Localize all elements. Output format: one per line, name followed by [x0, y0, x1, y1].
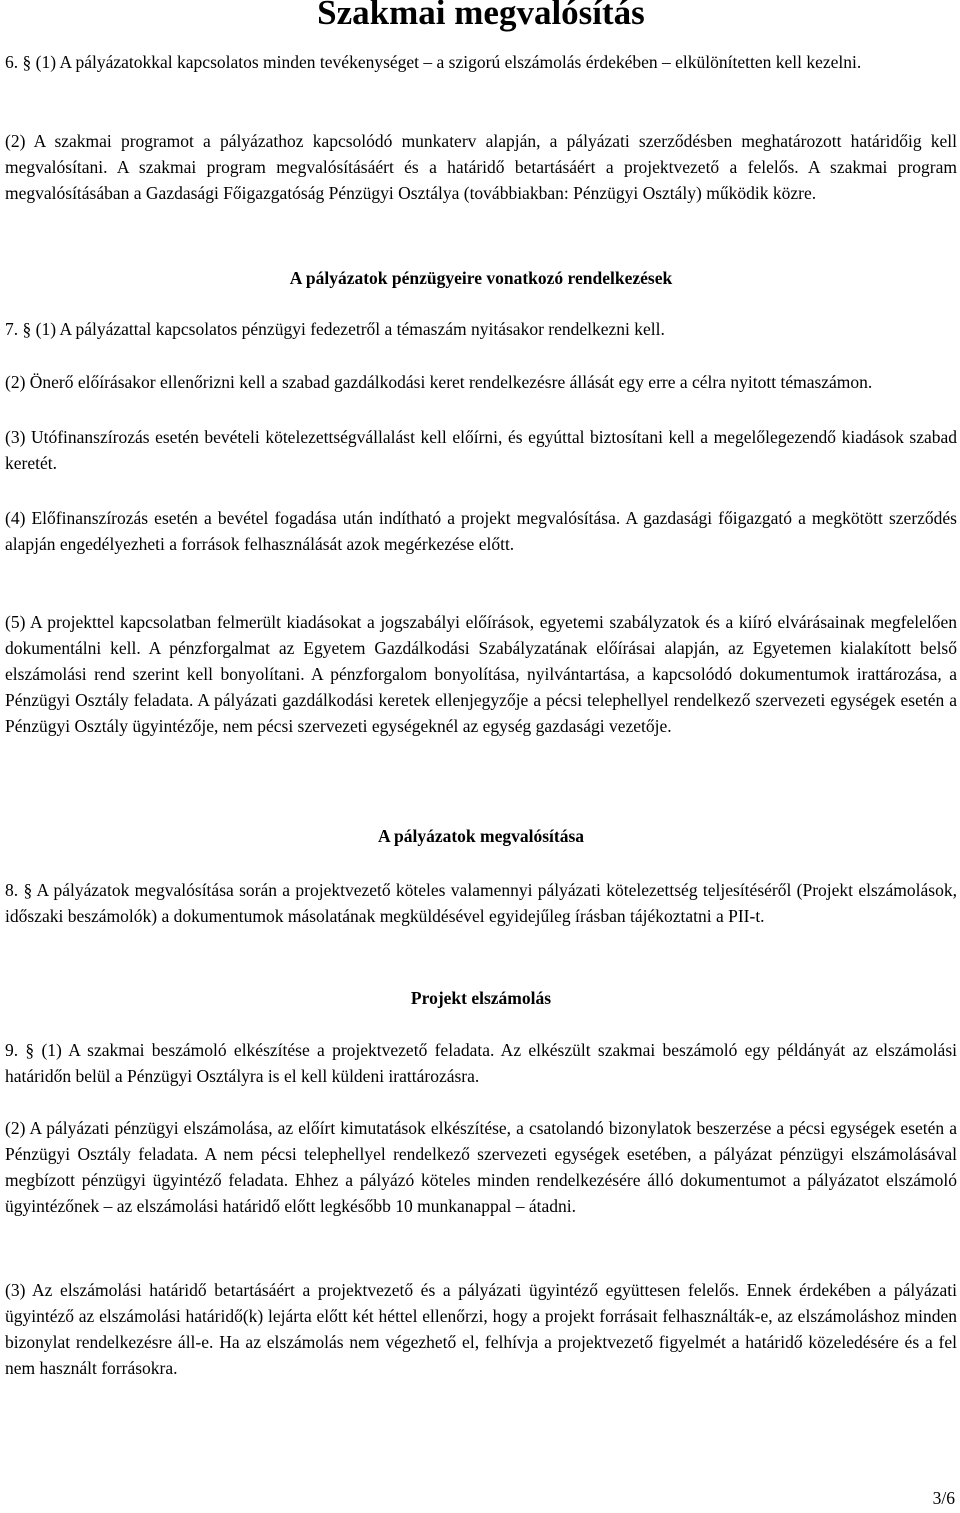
section-heading-projekt-elszamolas: Projekt elszámolás [410, 988, 552, 1008]
paragraph-7-2: (2) Önerő előírásakor ellenőrizni kell a szabad gazdálkodási keret rendelkezésre állását egy erre a célra nyitott témaszámon. [5, 372, 873, 392]
paragraph-7-5: (5) A projekttel kapcsolatban felmerült kiadásokat a jogszabályi előírások, egyetemi szabályzatok és a kiíró elvárásainak megfelelően dokumentálni kell. A pénzforgalmat az Egyetem Gazdálkodási Szabályzatának előírásai alapján, az Egyetemen kialakított belső elszámolási rend szerint kell bonyolítani. A pénzforgalom bonyolítása, nyilvántartása, a kapcsolódó dokumentumok irattározása, a Pénzügyi Osztály feladata. A pályázati gazdálkodási keretek ellenjegyzője a pécsi telephellyel rendelkező szervezeti egységek esetén a Pénzügyi Osztály ügyintézője, nem pécsi szervezeti egységeknél az egység gazdasági vezetője. [5, 612, 957, 736]
paragraph-7-3: (3) Utófinanszírozás esetén bevételi kötelezettségvállalást kell előírni, és egyúttal biztosítani kell a megelőlegezendő kiadások szabad keretét. [5, 427, 957, 473]
section-heading-penzugyi-rendelkezesek: A pályázatok pénzügyeire vonatkozó rendelkezések [289, 268, 673, 288]
paragraph-8: 8. § A pályázatok megvalósítása során a projektvezető köteles valamennyi pályázati kötelezettség teljesítéséről (Projekt elszámolások, időszaki beszámolók) a dokumentumok másolatának megküldésével egyidejűleg írásban tájékoztatni a PII-t. [5, 880, 957, 926]
section-heading-szakmai-megvalositas: Szakmai megvalósítás [317, 0, 645, 32]
paragraph-6-2: (2) A szakmai programot a pályázathoz kapcsolódó munkaterv alapján, a pályázati szerződésben meghatározott határidőig kell megvalósítani. A szakmai program megvalósításáért és a határidő betartásáért a projektvezető a felelős. A szakmai program megvalósításában a Gazdasági Főigazgatóság Pénzügyi Osztálya (továbbiakban: Pénzügyi Osztály) működik közre. [5, 131, 957, 203]
paragraph-7-4: (4) Előfinanszírozás esetén a bevétel fogadása után indítható a projekt megvalósítása. A gazdasági főigazgató a megkötött szerződés alapján engedélyezheti a források felhasználását azok megérkezése előtt. [5, 508, 957, 554]
paragraph-9-1: 9. § (1) A szakmai beszámoló elkészítése a projektvezető feladata. Az elkészült szakmai beszámoló egy példányát az elszámolási határidőn belül a Pénzügyi Osztályra is el kell küldeni irattározásra. [5, 1040, 957, 1086]
paragraph-6-1: 6. § (1) A pályázatokkal kapcsolatos minden tevékenységet – a szigorú elszámolás érdekében – elkülönítetten kell kezelni. [5, 52, 862, 72]
paragraph-7-1: 7. § (1) A pályázattal kapcsolatos pénzügyi fedezetről a témaszám nyitásakor rendelkezni kell. [5, 319, 665, 339]
page-number: 3/6 [932, 1488, 955, 1508]
paragraph-9-2: (2) A pályázati pénzügyi elszámolása, az előírt kimutatások elkészítése, a csatolandó bizonylatok beszerzése a pécsi egységek esetén a Pénzügyi Osztály feladata. A nem pécsi telephellyel rendelkező szervezeti egységek esetében, a pályázat pénzügyi elszámolásával megbízott pénzügyi ügyintéző feladata. Ehhez a pályázó köteles minden rendelkezésére álló dokumentumot a pályázatot elszámoló ügyintézőnek – az elszámolási határidő előtt legkésőbb 10 munkanappal – átadni. [5, 1118, 957, 1216]
section-heading-megvalositas: A pályázatok megvalósítása [377, 826, 585, 846]
paragraph-9-3: (3) Az elszámolási határidő betartásáért a projektvezető és a pályázati ügyintéző együttesen felelős. Ennek érdekében a pályázati ügyintéző az elszámolási határidő(k) lejárta előtt két héttel ellenőrzi, hogy a projekt forrásait felhasználták-e, az elszámoláshoz minden bizonylat rendelkezésre áll-e. Ha az elszámolás nem végezhető el, felhívja a projektvezető figyelmét a határidő közeledésére és a fel nem használt forrásokra. [5, 1280, 957, 1378]
